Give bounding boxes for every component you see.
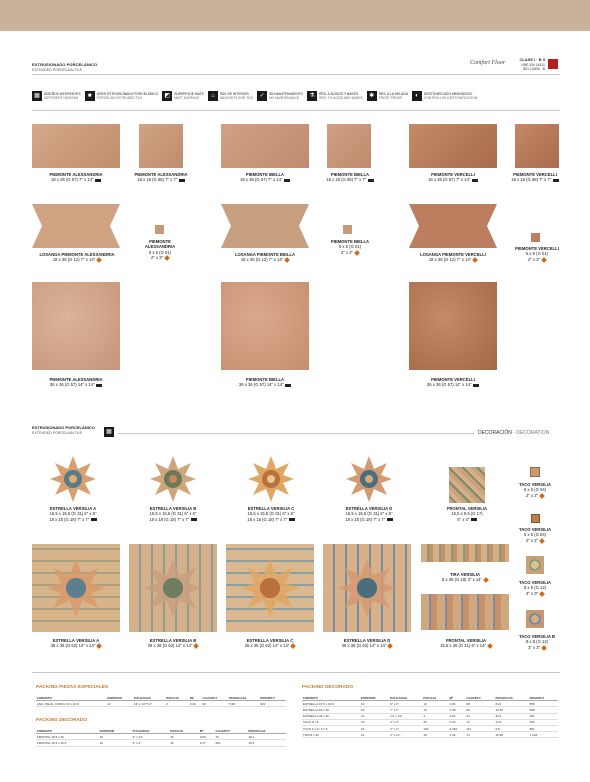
- maintenance-icon: ✓: [257, 91, 267, 101]
- star-versilia-c: [248, 456, 294, 502]
- table-header: FORMATO ESPESOR PULGADAS PZ/CAJA M² CAJA/PLT PESO/CAJA: [36, 728, 286, 734]
- tile-icon: ■: [85, 91, 95, 101]
- label-product: PIEMONTE BIELLA 36 x 36 (G 57) 14" x 14": [221, 377, 309, 388]
- shade-icon: ◐: [412, 91, 422, 101]
- feature-shade: ◐ DESTONIFICADO ARMONIOSO CONTROLLED DESTONIFICATION: [412, 91, 477, 105]
- packing-especiales-table: [36, 695, 286, 707]
- feature-matt: ◩ SUPERFICIE MATE MATT SURFACE: [162, 91, 204, 105]
- star-icon: [241, 559, 299, 617]
- frost-icon: ✱: [367, 91, 377, 101]
- tile-alessandria-18x36: [32, 124, 120, 168]
- tile-biella-36x36: [221, 282, 309, 370]
- feature-maintenance: ✓ SIN MANTENIMIENTO NO MAINTENANCE: [257, 91, 303, 105]
- star-icon: [47, 559, 105, 617]
- label-decoration: TACO VERSILIA 6 x 6 (G 04) 2" x 2": [518, 482, 552, 498]
- label-decoration: ESTRELLA VERSILIA B 36 x 36 (G 62) 14" x 14": [125, 638, 221, 649]
- label-decoration: FRONTAL VERSILIA 15,5 x 9,5 (G 17) 6" x 4": [446, 506, 488, 522]
- brand-logo: Comfort Floor: [470, 60, 506, 66]
- tile-losanga-vercelli: [409, 204, 497, 248]
- tile-vercelli-36x36: [409, 282, 497, 370]
- label-product: PIEMONTE BIELLA 18 x 18 (G 58) 7" x 7": [315, 172, 385, 183]
- tile-frontal-versilia-large: [421, 594, 509, 630]
- feature-designs: ▦ DISEÑOS DIFERENTES DIFFERENT DESIGNS: [32, 91, 81, 105]
- packing-decorado-title: PACKING DECORADO: [36, 718, 88, 723]
- table-header: FORMATO ESPESOR PULGADAS PZ/CAJA M² CAJA/PLT PESO/CAJA PESO/PLT: [302, 695, 558, 701]
- star-versilia-a: [50, 456, 96, 502]
- packing-decorado-right-table: [302, 695, 558, 738]
- tile-biella-18x36: [221, 124, 309, 168]
- label-product: LOSANGA PIEMONTE BIELLA 18 x 36 (G 12) 7" x 14": [234, 252, 296, 263]
- feature-acid: ⚗ RES. A ÁCIDOS Y BASES RES. TO ACIDS AND BASES: [307, 91, 363, 105]
- tile-frontal-versilia-small: [449, 467, 485, 503]
- tile-alessandria-36x36: [32, 282, 120, 370]
- feature-frost: ✱ RES. A LA HELADA FROST PROOF: [367, 91, 408, 105]
- packing-decorado-title: PACKING DECORADO: [302, 685, 354, 690]
- label-product: PIEMONTE VERCELLI 18 x 36 (G 57) 7" x 14": [409, 172, 497, 183]
- label-decoration: FRONTAL VERSILIA 15,5 x 36 (G 21) 6" x 14": [416, 638, 516, 649]
- star-icon: [338, 559, 396, 617]
- tile-alessandria-18x18: [139, 124, 183, 168]
- acid-icon: ⚗: [307, 91, 317, 101]
- label-decoration: ESTRELLA VERSILIA D 15,5 x 15,5 (G 31) 6" x 6" 18 x 18 (G 18) 7" x 7": [345, 506, 393, 522]
- divider: [32, 672, 560, 673]
- label-decoration: ESTRELLA VERSILIA D 36 x 36 (G 62) 14" x 14": [319, 638, 415, 649]
- tile-tira-versilia: [421, 544, 509, 562]
- table-row: ESTRELLA 18 x 18 10 7" x 7" 15 0,48 68 10,75 668: [302, 707, 558, 713]
- tile-taco-8x8: [526, 556, 544, 574]
- tile-taco-versilia-b: [526, 610, 544, 628]
- top-band: [0, 0, 590, 31]
- section-subtitle: EXTRUDED PORCELAIN TILE: [32, 68, 83, 72]
- label-product: PIEMONTE BIELLA 5 x 5 (G 01) 2" x 2": [330, 239, 370, 255]
- star-icon: [144, 559, 202, 617]
- label-decoration: TACO VERSILIA 8 x 8 (G 12) 3" x 3": [518, 580, 552, 596]
- decoration-section-title: EXTRUSIONADO PORCELÁNICO: [32, 425, 95, 430]
- label-decoration: ESTRELLA VERSILIA A 15,5 x 15,5 (G 31) 6" x 6" 18 x 18 (G 18) 7" x 7": [49, 506, 97, 522]
- label-product: PIEMONTE VERCELLI 18 x 18 (G 58) 7" x 7": [511, 172, 557, 183]
- label-decoration: ESTRELLA VERSILIA A 36 x 36 (G 62) 14" x 14": [28, 638, 124, 649]
- table-row: ESTRELLA 15,5 x 15,5 10 6" x 6" 16 0,36 68 8,21 558: [302, 701, 558, 707]
- table-row: TACO 8 x 8 10 3" x 3" 25 0,16 72 3,21 256: [302, 719, 558, 725]
- divider: [118, 433, 474, 434]
- tile-vercelli-18x36: [409, 124, 497, 168]
- features-row: [32, 91, 562, 105]
- label-decoration: ESTRELLA VERSILIA C 15,5 x 15,5 (G 31) 6" x 6" 18 x 18 (G 18) 7" x 7": [247, 506, 295, 522]
- table-header: FORMATO ESPESOR PULGADAS PZ/CAJA ML CAJA/PLT PESO/CAJA PESO/PLT: [36, 695, 286, 701]
- table-row: FRONTAL 15,5 x 15,5 10 6" x 6" 30 0,77 561 16,5: [36, 740, 286, 746]
- brand-badge-icon: [548, 59, 558, 69]
- feature-porcelain: ■ GRES EXTRUSIONADO PORCELÁNICO PORCELAIN EXTRUDED TILE: [85, 91, 159, 105]
- tile-vercelli-5x5: [531, 233, 540, 242]
- tile-alessandria-5x5: [155, 225, 164, 234]
- label-product: LOSANGA PIEMONTE VERCELLI 18 x 36 (G 12) 7" x 14": [420, 252, 486, 263]
- label-product: PIEMONTE ALESSANDRIA 5 x 5 (G 01) 2" x 2": [144, 239, 176, 261]
- label-product: PIEMONTE ALESSANDRIA 18 x 18 (G 58) 7" x 7": [134, 172, 188, 183]
- decoration-title: DECORACIÓN · DECORATION: [478, 430, 550, 436]
- label-decoration: ESTRELLA VERSILIA B 15,5 x 15,5 (G 31) 6" x 6" 18 x 18 (G 18) 7" x 7": [149, 506, 197, 522]
- table-row: FRONTAL 15,5 x 36 10 6" x 14" 15 0,84 72 18,1: [36, 734, 286, 740]
- divider: [32, 110, 560, 111]
- section-title: EXTRUSIONADO PORCELÁNICO: [32, 62, 98, 67]
- table-row: ANG. PELD. CURVO 33 x 16,9 12 13" x 14"/7,2" 2 0,33 90 5,96 521: [36, 701, 286, 707]
- tile-biella-18x18: [327, 124, 371, 168]
- packing-especiales-title: PACKING PIEZAS ESPECIALES: [36, 685, 109, 690]
- matt-icon: ◩: [162, 91, 172, 101]
- star-versilia-d: [346, 456, 392, 502]
- tile-taco-5x5: [531, 514, 540, 523]
- label-decoration: ESTRELLA VERSILIA C 36 x 36 (G 62) 14" x 14": [222, 638, 318, 649]
- label-decoration: TACO VERSILIA 5 x 5 (G 04) 2" x 2": [518, 527, 552, 543]
- label-product: LOSANGA PIEMONTE ALESSANDRIA 18 x 36 (G 12) 7" x 14": [39, 252, 115, 263]
- divider: [32, 74, 560, 75]
- label-product: PIEMONTE ALESSANDRIA 36 x 36 (G 57) 14" x 14": [49, 377, 103, 388]
- tile-taco-6x6: [530, 467, 540, 477]
- packing-decorado-left-table: [36, 728, 286, 747]
- label-product: PIEMONTE VERCELLI 36 x 36 (G 57) 14" x 14": [409, 377, 497, 388]
- grid-icon: ▦: [104, 427, 114, 437]
- label-product: PIEMONTE BIELLA 18 x 36 (G 57) 7" x 14": [221, 172, 309, 183]
- tile-losanga-alessandria: [32, 204, 120, 248]
- decoration-section-subtitle: EXTRUDED PORCELAIN TILE: [32, 431, 83, 435]
- class-info: CLASE I · B II UNE-EN 14411 ISO 13006 · B: [519, 57, 545, 71]
- grid-icon: ▦: [32, 91, 42, 101]
- table-row: ESTRELLA 36 x 36 10 14" x 14" 4 0,52 44 22,5 951: [302, 713, 558, 719]
- label-decoration: TIRA VERSILIA 8 x 36 (G 18) 3" x 14": [421, 572, 509, 583]
- tile-losanga-biella: [221, 204, 309, 248]
- label-decoration: TACO VERSILIA B 8 x 8 (G 12) 3" x 3": [518, 634, 556, 650]
- table-row: TIRA 8 x 36 10 3" x 14" 18 0,36 72 16,38 1.218: [302, 732, 558, 738]
- floor-icon: ⌂: [208, 91, 218, 101]
- star-versilia-b: [150, 456, 196, 502]
- tile-biella-5x5: [343, 225, 352, 234]
- feature-indoor: ⌂ PAV. DE INTERIOR INDOOR FLOOR TILE: [208, 91, 253, 105]
- label-product: PIEMONTE ALESSANDRIA 18 x 36 (G 57) 7" x 14": [49, 172, 103, 183]
- table-row: TACO 6 x 6 / 5 x 5 10 2" x 2" 100 0,252 112 6,8 581: [302, 725, 558, 731]
- tile-vercelli-18x18: [515, 124, 559, 168]
- label-product: PIEMONTE VERCELLI 5 x 5 (G 01) 2" x 2": [515, 246, 559, 262]
